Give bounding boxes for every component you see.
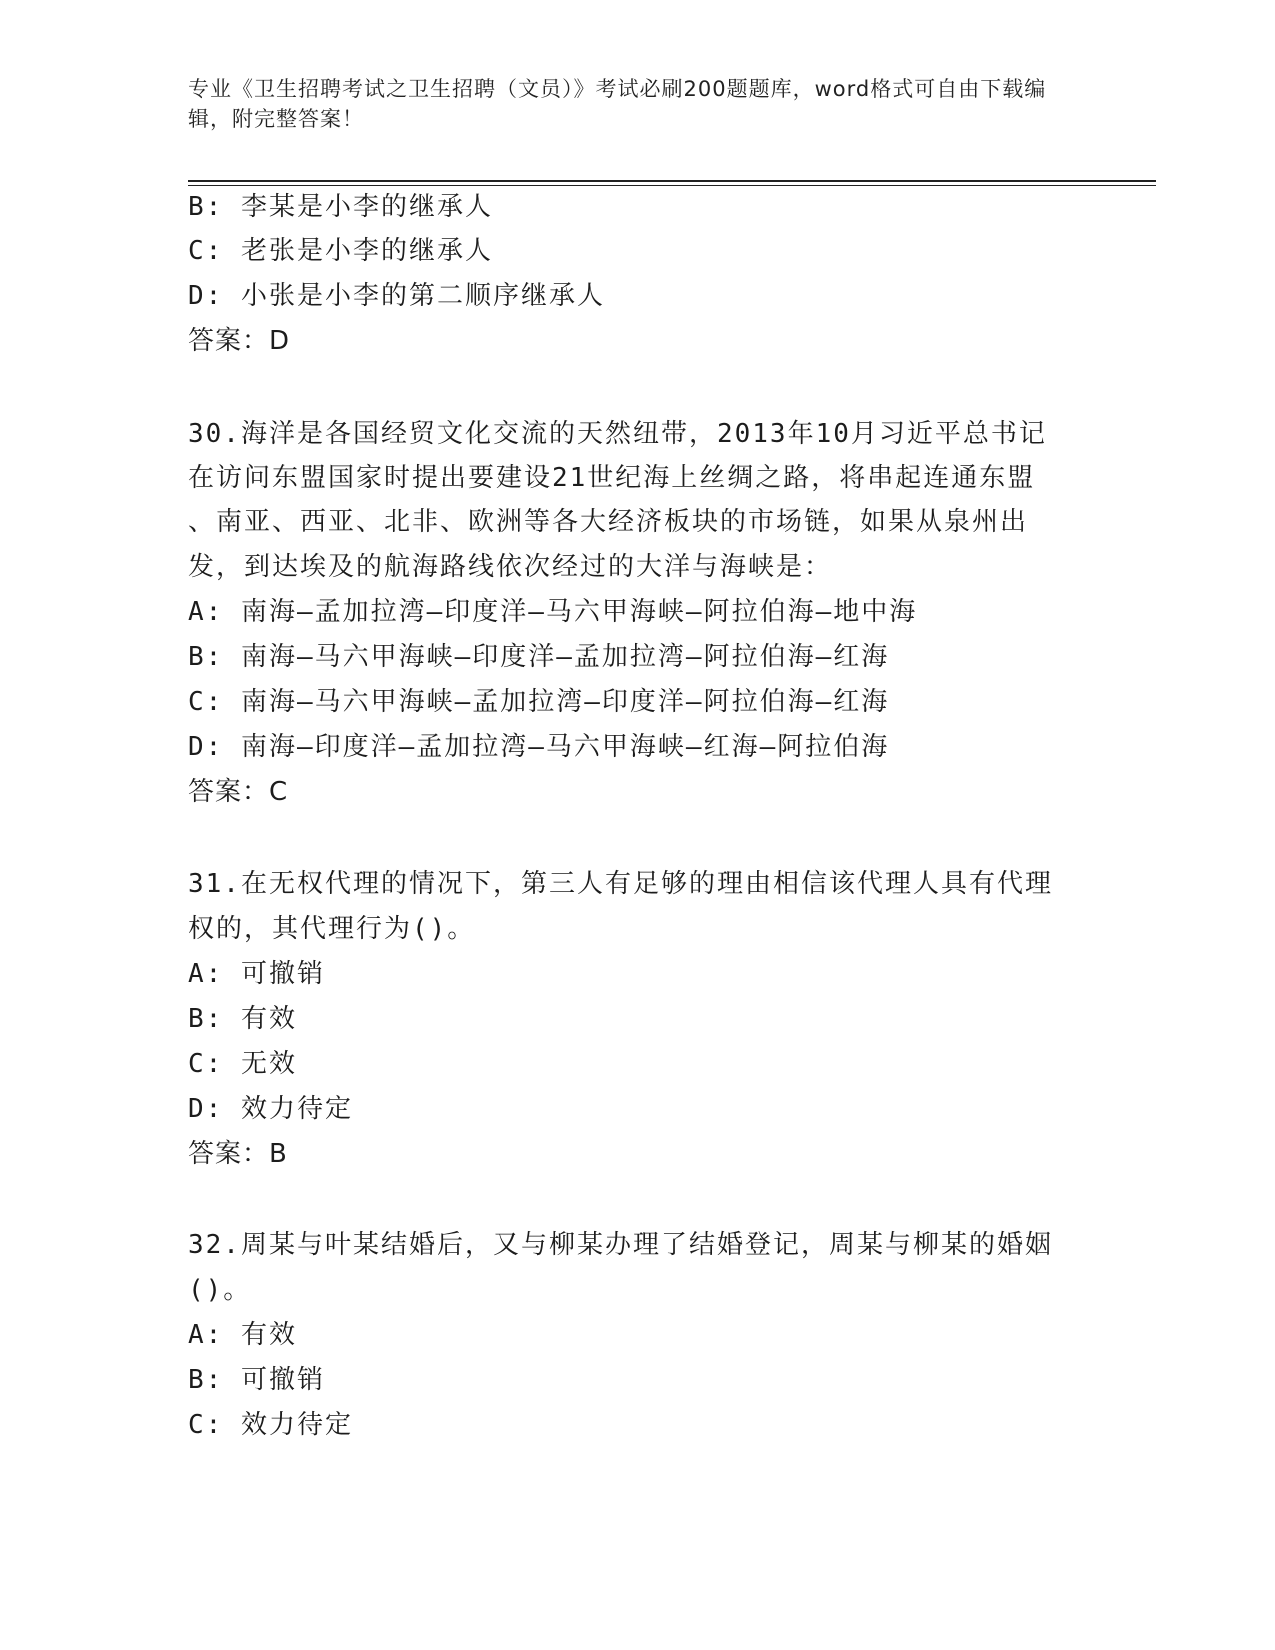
q29-option-b: B: 李某是小李的继承人	[188, 192, 493, 222]
q29-option-c: C: 老张是小李的继承人	[188, 236, 493, 266]
q32-option-a: A: 有效	[188, 1320, 297, 1350]
q31-answer: 答案：B	[188, 1139, 288, 1169]
q31-option-b: B: 有效	[188, 1004, 297, 1034]
q29-option-d: D: 小张是小李的第二顺序继承人	[188, 281, 605, 311]
q30-stem-line-4: 发，到达埃及的航海路线依次经过的大洋与海峡是：	[188, 552, 833, 582]
q30-option-c: C: 南海—马六甲海峡—孟加拉湾—印度洋—阿拉伯海—红海	[188, 687, 890, 717]
q31-stem-line-2: 权的，其代理行为()。	[188, 914, 476, 944]
q30-option-d: D: 南海—印度洋—孟加拉湾—马六甲海峡—红海—阿拉伯海	[188, 732, 890, 762]
q30-answer: 答案：C	[188, 777, 289, 807]
document-header: 专业《卫生招聘考试之卫生招聘（文员）》考试必刷200题题库，word格式可自由下载编辑，附完整答案！	[188, 77, 1047, 131]
q32-option-c: C: 效力待定	[188, 1410, 353, 1440]
q31-stem-line-1: 31.在无权代理的情况下，第三人有足够的理由相信该代理人具有代理	[188, 869, 1053, 899]
q30-stem-line-1: 30.海洋是各国经贸文化交流的天然纽带，2013年10月习近平总书记	[188, 419, 1047, 449]
q30-option-b: B: 南海—马六甲海峡—印度洋—孟加拉湾—阿拉伯海—红海	[188, 642, 890, 672]
q31-option-c: C: 无效	[188, 1049, 297, 1079]
q31-option-d: D: 效力待定	[188, 1094, 353, 1124]
q31-option-a: A: 可撤销	[188, 959, 325, 989]
q32-option-b: B: 可撤销	[188, 1365, 325, 1395]
q32-stem-line-2: ()。	[188, 1275, 252, 1305]
q30-stem-line-2: 在访问东盟国家时提出要建设21世纪海上丝绸之路，将串起连通东盟	[188, 463, 1036, 493]
header-rule-thin	[188, 185, 1156, 186]
q32-stem-line-1: 32.周某与叶某结婚后，又与柳某办理了结婚登记，周某与柳某的婚姻	[188, 1230, 1053, 1260]
q30-option-a: A: 南海—孟加拉湾—印度洋—马六甲海峡—阿拉伯海—地中海	[188, 597, 918, 627]
header-rule-thick	[188, 180, 1156, 182]
q30-stem-line-3: 、南亚、西亚、北非、欧洲等各大经济板块的市场链，如果从泉州出	[188, 507, 1029, 537]
q29-answer: 答案：D	[188, 326, 291, 356]
